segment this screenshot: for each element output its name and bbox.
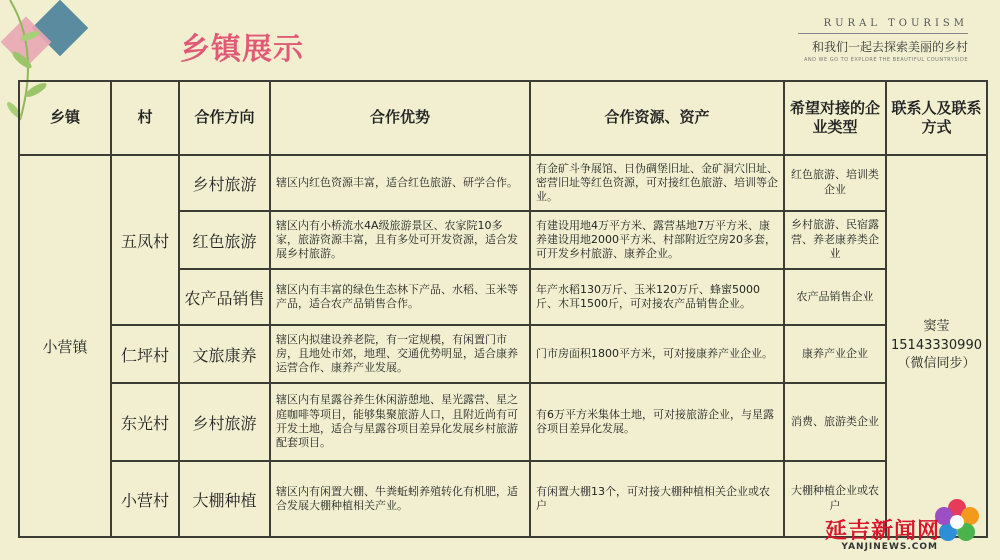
- advantage-cell: 辖区内拟建设养老院，有一定规模，有闲置门市房，且地处市郊，地理、交通优势明显，适合康养运营合作、康养产业发展。: [270, 325, 530, 383]
- town-cell: 小营镇: [19, 155, 111, 537]
- resources-cell: 门市房面积1800平方米，可对接康养产业企业。: [530, 325, 784, 383]
- advantage-cell: 辖区内有丰富的绿色生态林下产品、水稻、玉米等产品，适合农产品销售合作。: [270, 269, 530, 325]
- direction-cell: 乡村旅游: [179, 155, 270, 211]
- advantage-cell: 辖区内红色资源丰富，适合红色旅游、研学合作。: [270, 155, 530, 211]
- contact-name: 窦莹: [923, 318, 950, 334]
- resources-cell: 年产水稻130万斤、玉米120万斤、蜂蜜5000斤、木耳1500斤，可对接农产品销售企业。: [530, 269, 784, 325]
- header-company-type: 希望对接的企业类型: [784, 81, 886, 155]
- resources-cell: 有闲置大棚13个，可对接大棚种植相关企业或农户: [530, 461, 784, 537]
- header-town: 乡镇: [19, 81, 111, 155]
- direction-cell: 农产品销售: [179, 269, 270, 325]
- contact-cell: [886, 155, 987, 537]
- resources-cell: 有金矿斗争展馆、日伪碉堡旧址、金矿洞穴旧址、密营旧址等红色资源，可对接红色旅游、培训等企业。: [530, 155, 784, 211]
- header-direction: 合作方向: [179, 81, 270, 155]
- advantage-cell: 辖区内有星露谷养生休闲游憩地、星光露营、星之庭咖啡等项目，能够集聚旅游人口，且附近尚有可开发土地，适合与星露谷项目差异化发展乡村旅游配套项目。: [270, 383, 530, 461]
- contact-note: （微信同步）: [897, 356, 976, 372]
- company-type-cell: 红色旅游、培训类企业: [784, 155, 886, 211]
- advantage-cell: 辖区内有闲置大棚、牛粪蚯蚓养殖转化有机肥，适合发展大棚种植相关产业。: [270, 461, 530, 537]
- company-type-cell: 乡村旅游、民宿露营、养老康养类企业: [784, 211, 886, 269]
- direction-cell: 乡村旅游: [179, 383, 270, 461]
- company-type-cell: 大棚种植企业或农户: [784, 461, 886, 537]
- logo-domain: YANJINEWS.COM: [841, 542, 938, 552]
- village-cell: 仁坪村: [111, 325, 179, 383]
- header-contact: 联系人及联系方式: [886, 81, 987, 155]
- header-village: 村: [111, 81, 179, 155]
- page-title: 乡镇展示: [180, 32, 304, 67]
- company-type-cell: 农产品销售企业: [784, 269, 886, 325]
- brand-english: RURAL TOURISM: [823, 18, 968, 29]
- table-row: [19, 325, 987, 383]
- logo-text: 延吉新闻网: [824, 519, 940, 544]
- table-row: [19, 383, 987, 461]
- header-advantage: 合作优势: [270, 81, 530, 155]
- village-cell: 五凤村: [111, 155, 179, 325]
- village-cell: 东光村: [111, 383, 179, 461]
- advantage-cell: 辖区内有小桥流水4A级旅游景区、农家院10多家，旅游资源丰富，且有多处可开发资源，适合发展乡村旅游。: [270, 211, 530, 269]
- company-type-cell: 消费、旅游类企业: [784, 383, 886, 461]
- brand-slogan-english: AND WE GO TO EXPLORE THE BEAUTIFUL COUNTRYSIDE: [803, 57, 968, 63]
- direction-cell: 大棚种植: [179, 461, 270, 537]
- brand-slogan: 和我们一起去探索美丽的乡村: [811, 40, 968, 54]
- table-row: [19, 155, 987, 211]
- company-type-cell: 康养产业企业: [784, 325, 886, 383]
- township-table: [18, 80, 988, 538]
- resources-cell: 有建设用地4万平方米、露营基地7万平方米、康养建设用地2000平方米、村部附近空房20多套，可开发乡村旅游、康养企业。: [530, 211, 784, 269]
- direction-cell: 红色旅游: [179, 211, 270, 269]
- brand-block: [768, 18, 968, 63]
- village-cell: 小营村: [111, 461, 179, 537]
- brand-divider: [798, 33, 968, 34]
- direction-cell: 文旅康养: [179, 325, 270, 383]
- contact-phone: 15143330990: [891, 337, 982, 353]
- header-resources: 合作资源、资产: [530, 81, 784, 155]
- site-logo: [796, 494, 996, 558]
- table-header-row: [19, 81, 987, 155]
- resources-cell: 有6万平方米集体土地，可对接旅游企业，与星露谷项目差异化发展。: [530, 383, 784, 461]
